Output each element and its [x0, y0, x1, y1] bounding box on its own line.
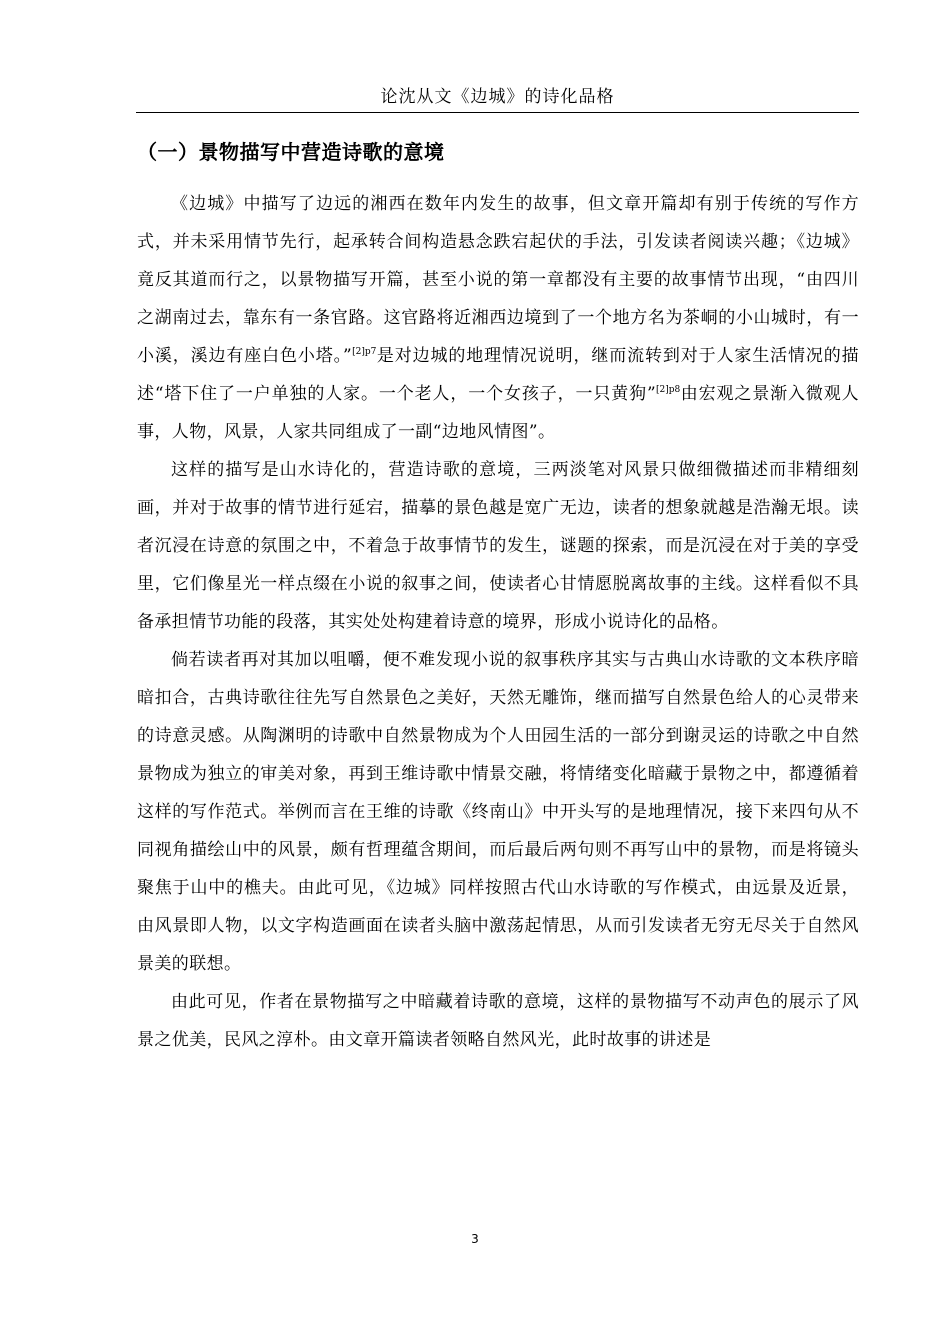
paragraph-text: 《边城》中描写了边远的湘西在数年内发生的故事，但文章开篇却有别于传统的写作方式，并未采用情节先行，起承转合间构造悬念跌宕起伏的手法，引发读者阅读兴趣；《边城》竟反其道而行之，以景物描写开篇，甚至小说的第一章都没有主要的故事情节出现，“由四川之湖南过去，靠东有一条官路。这官路将近湘西边境到了一个地方名为茶峒的小山城时，有一小溪，溪边有座白色小塔。” — [137, 194, 859, 366]
paragraph-text: 由此可见，作者在景物描写之中暗藏着诗歌的意境，这样的景物描写不动声色的展示了风景之优美，民风之淳朴。由文章开篇读者领略自然风光，此时故事的讲述是 — [137, 992, 859, 1050]
section-heading: （一）景物描写中营造诗歌的意境 — [137, 140, 445, 164]
paragraph-1 — [137, 185, 859, 451]
header-rule — [136, 112, 859, 113]
citation: [2]p7 — [352, 347, 377, 357]
paragraph-text: 由宏观之景渐入微观人事，人物，风景，人家共同组成了一副“边地风情图”。 — [137, 384, 860, 442]
page-number: 3 — [471, 1232, 479, 1246]
paragraph-2 — [137, 451, 859, 641]
running-header: 论沈从文《边城》的诗化品格 — [380, 87, 615, 107]
paragraph-text: 倘若读者再对其加以咀嚼，便不难发现小说的叙事秩序其实与古典山水诗歌的文本秩序暗暗扣合，古典诗歌往往先写自然景色之美好，天然无雕饰，继而描写自然景色给人的心灵带来的诗意灵感。从陶渊明的诗歌中自然景物成为个人田园生活的一部分到谢灵运的诗歌之中自然景物成为独立的审美对象，再到王维诗歌中情景交融，将情绪变化暗藏于景物之中，都遵循着这样的写作范式。举例而言在王维的诗歌《终南山》中开头写的是地理情况，接下来四句从不同视角描绘山中的风景，颇有哲理蕴含期间，而后最后两句则不再写山中的景物，而是将镜头聚焦于山中的樵夫。由此可见，《边城》同样按照古代山水诗歌的写作模式，由远景及近景，由风景即人物，以文字构造画面在读者头脑中激荡起情思，从而引发读者无穷无尽关于自然风景美的联想。 — [137, 650, 859, 974]
paragraph-4 — [137, 983, 859, 1059]
citation: [2]p8 — [656, 385, 681, 395]
paragraph-text: 这样的描写是山水诗化的，营造诗歌的意境，三两淡笔对风景只做细微描述而非精细刻画，并对于故事的情节进行延宕，描摹的景色越是宽广无边，读者的想象就越是浩瀚无垠。读者沉浸在诗意的氛围之中，不着急于故事情节的发生，谜题的探索，而是沉浸在对于美的享受里，它们像星光一样点缀在小说的叙事之间，使读者心甘情愿脱离故事的主线。这样看似不具备承担情节功能的段落，其实处处构建着诗意的境界，形成小说诗化的品格。 — [137, 460, 859, 632]
paragraph-3 — [137, 641, 859, 983]
body-text — [137, 185, 859, 1059]
paragraph-text: 是对边城的地理情况说明，继而流转到对于人家生活情况的描述“塔下住了一户单独的人家。一个老人，一个女孩子，一只黄狗” — [137, 346, 859, 404]
